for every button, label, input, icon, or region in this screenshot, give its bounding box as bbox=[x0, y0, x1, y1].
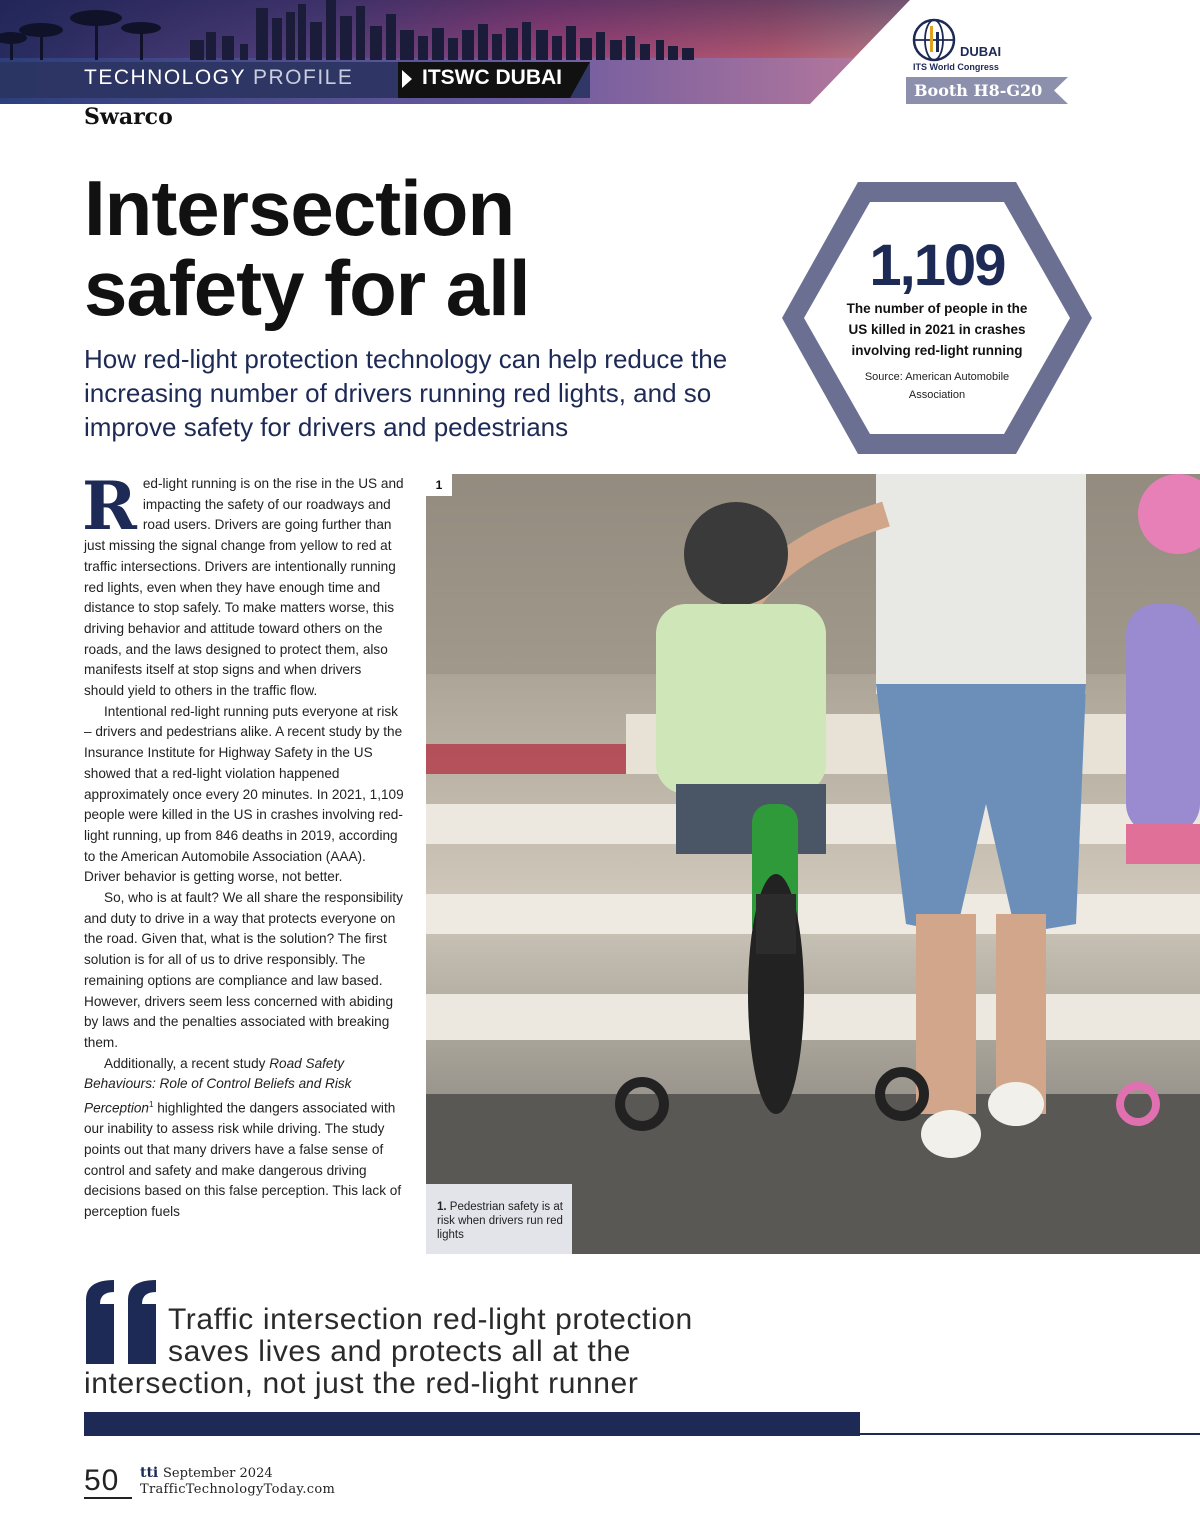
paragraph-2: Intentional red-light running puts everyone at risk – drivers and pedestrians alike. A recent study by the Insurance Institute for Highway Safety in the US showed that a red-light violation happened approximately once every 20 minutes. In 2021, 1,109 people were killed in the US in crashes involving red-light running, up from 846 deaths in 2019, according to the American Automobile Association (AAA). Driver behavior is getting worse, not better. bbox=[84, 703, 404, 885]
figure-number: 1 bbox=[426, 474, 452, 496]
pull-quote-line-3: intersection, not just the red-light runner bbox=[84, 1367, 639, 1400]
drop-cap: R bbox=[82, 467, 137, 545]
section-label-bold: TECHNOLOGY bbox=[84, 66, 246, 89]
paragraph-4-lead: Additionally, a recent study bbox=[104, 1055, 270, 1071]
article-photo bbox=[426, 474, 1200, 1254]
booth-label: Booth H8-G20 bbox=[914, 81, 1043, 100]
footer-date: September 2024 bbox=[163, 1466, 273, 1481]
footer-url: TrafficTechnologyToday.com bbox=[140, 1482, 336, 1497]
caption-text: Pedestrian safety is at risk when drivers run red lights bbox=[437, 1201, 563, 1241]
chevron-right-icon bbox=[402, 70, 412, 88]
article-body bbox=[82, 467, 404, 1223]
globe-icon bbox=[910, 18, 960, 62]
stat-source: Source: American Automobile Association bbox=[864, 371, 1010, 401]
pull-quote-line-2: saves lives and protects all at the bbox=[168, 1335, 631, 1368]
logo-congress: ITS World Congress bbox=[913, 62, 999, 72]
section-label-light: PROFILE bbox=[253, 66, 354, 89]
footnote-ref: 1 bbox=[149, 1100, 154, 1110]
stat-description: The number of people in the US killed in 2021 in crashes involving red-light running bbox=[846, 301, 1028, 358]
paragraph-3: So, who is at fault? We all share the responsibility and duty to drive in a way that protects everyone on the road. Given that, what is the solution? The first solution is for all of us to drive responsibly. The remaining options are compliance and law based. However, drivers seem less concerned with abiding by laws and the penalties associated with breaking them. bbox=[84, 890, 403, 1050]
paragraph-1 bbox=[82, 467, 404, 702]
page-number-rule bbox=[84, 1497, 132, 1499]
page-number: 50 bbox=[84, 1464, 120, 1497]
figure-caption bbox=[437, 1200, 565, 1242]
paragraph-4 bbox=[84, 1054, 404, 1223]
event-tag: ITSWC DUBAI bbox=[422, 66, 562, 89]
paragraph-1-text: ed-light running is on the rise in the US and impacting the safety of our roadways and road users. Drivers are going further than just missing the signal change from yellow to red at traffic intersections. Drivers are intentionally running red lights, even when they have enough time and distance to stop safely. To make matters worse, this driving behavior and attitude toward others on the roads, and the laws designed to protect them, also manifests itself at stop signs and when drivers should yield to others in the traffic flow. bbox=[84, 476, 404, 699]
standfirst: How red-light protection technology can help reduce the increasing number of drivers running red lights, and so improve safety for drivers and pedestrians bbox=[84, 344, 728, 442]
caption-number: 1. bbox=[437, 1201, 447, 1213]
paragraph-4-rest: highlighted the dangers associated with our inability to assess risk while driving. The study points out that many drivers have a false sense of control and safety and make dangerous driving decisions based on this false perception. This lack of perception fuels bbox=[84, 1100, 402, 1220]
pull-quote bbox=[84, 1304, 844, 1400]
quote-bar bbox=[84, 1412, 860, 1436]
company-brand: Swarco bbox=[84, 104, 173, 130]
footer-brand: tti bbox=[140, 1465, 159, 1481]
pull-quote-line-1: Traffic intersection red-light protection bbox=[168, 1303, 693, 1336]
logo-city: DUBAI bbox=[960, 44, 1002, 59]
quote-rule bbox=[860, 1433, 1200, 1435]
stat-number: 1,109 bbox=[869, 233, 1005, 298]
headline: Intersection safety for all bbox=[84, 164, 530, 332]
study-title: Road Safety Behaviours: Role of Control Beliefs and Risk Perception bbox=[84, 1055, 352, 1116]
section-label bbox=[84, 66, 353, 90]
